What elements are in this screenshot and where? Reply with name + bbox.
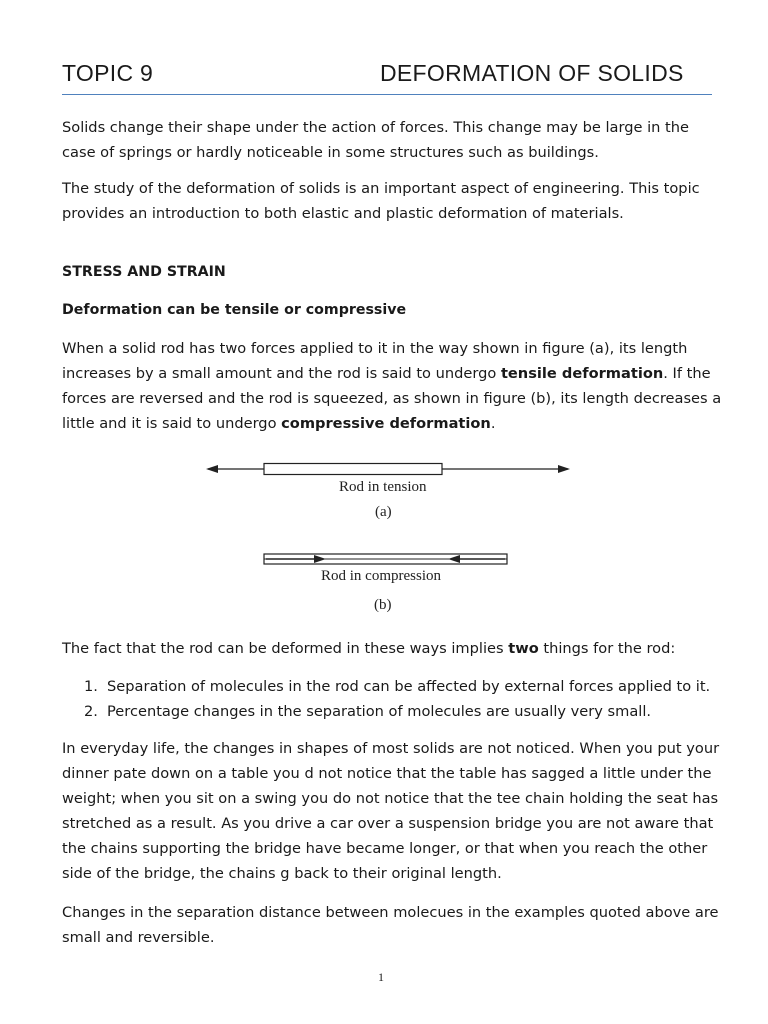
list-item <box>62 674 722 699</box>
section-subheading: Deformation can be tensile or compressive <box>62 302 407 318</box>
tension-arrow-right <box>558 465 570 473</box>
list-item <box>62 699 722 724</box>
deformation-text-3: . <box>490 415 496 432</box>
implications-text-2: things for the rod: <box>538 640 676 657</box>
tensile-deformation-term: tensile deformation <box>500 365 664 382</box>
topic-number: TOPIC 9 <box>62 60 154 86</box>
implications-intro <box>62 636 722 661</box>
rod-deformation-figure <box>200 455 580 630</box>
deformation-text-1: When a solid rod has two forces applied to it in the way shown in figure (a), its length increases by a small amount and the rod is said to undergo <box>62 340 688 382</box>
topic-title: DEFORMATION OF SOLIDS <box>380 60 684 86</box>
section-heading: STRESS AND STRAIN <box>62 264 226 280</box>
page-header <box>62 58 712 95</box>
page-number: 1 <box>378 970 384 984</box>
tension-rod <box>264 464 442 475</box>
implications-text-1: The fact that the rod can be deformed in these ways implies <box>62 640 509 657</box>
intro-paragraph-2: The study of the deformation of solids is an important aspect of engineering. This topic provides an introduction to both elastic and plastic deformation of materials. <box>62 180 700 222</box>
figure-b-tag: (b) <box>374 597 392 613</box>
intro-paragraph-1: Solids change their shape under the action of forces. This change may be large in the case of springs or hardly noticeable in some structures such as buildings. <box>62 119 689 161</box>
deformation-text-2: . If the forces are reversed and the rod is squeezed, as shown in figure (b), its length decreases a little and it is said to undergo <box>62 365 722 432</box>
tension-arrow-left <box>206 465 218 473</box>
list-text: Separation of molecules in the rod can be affected by external forces applied to it. <box>107 678 711 695</box>
list-number: 1. <box>84 678 98 695</box>
list-number: 2. <box>84 703 98 720</box>
compressive-deformation-term: compressive deformation <box>281 415 491 432</box>
list-text: Percentage changes in the separation of molecules are usually very small. <box>107 703 652 720</box>
reversible-paragraph: Changes in the separation distance between molecues in the examples quoted above are small and reversible. <box>62 904 719 946</box>
implications-list <box>62 674 722 724</box>
compression-caption: Rod in compression <box>321 568 441 584</box>
figure-a-tag: (a) <box>375 504 392 520</box>
tension-caption: Rod in tension <box>339 479 427 495</box>
everyday-paragraph: In everyday life, the changes in shapes of most solids are not noticed. When you put your dinner pate down on a table you d not notice that the table has sagged a little under the weight; when you sit on a swing you do not notice that the tee chain holding the seat has stretched as a result. As you drive a car over a suspension bridge you are not aware that the chains supporting the bridge have became longer, or that when you reach the other side of the bridge, the chains g back to their original length. <box>62 740 720 882</box>
implications-count: two <box>508 640 539 657</box>
deformation-paragraph <box>62 336 722 436</box>
